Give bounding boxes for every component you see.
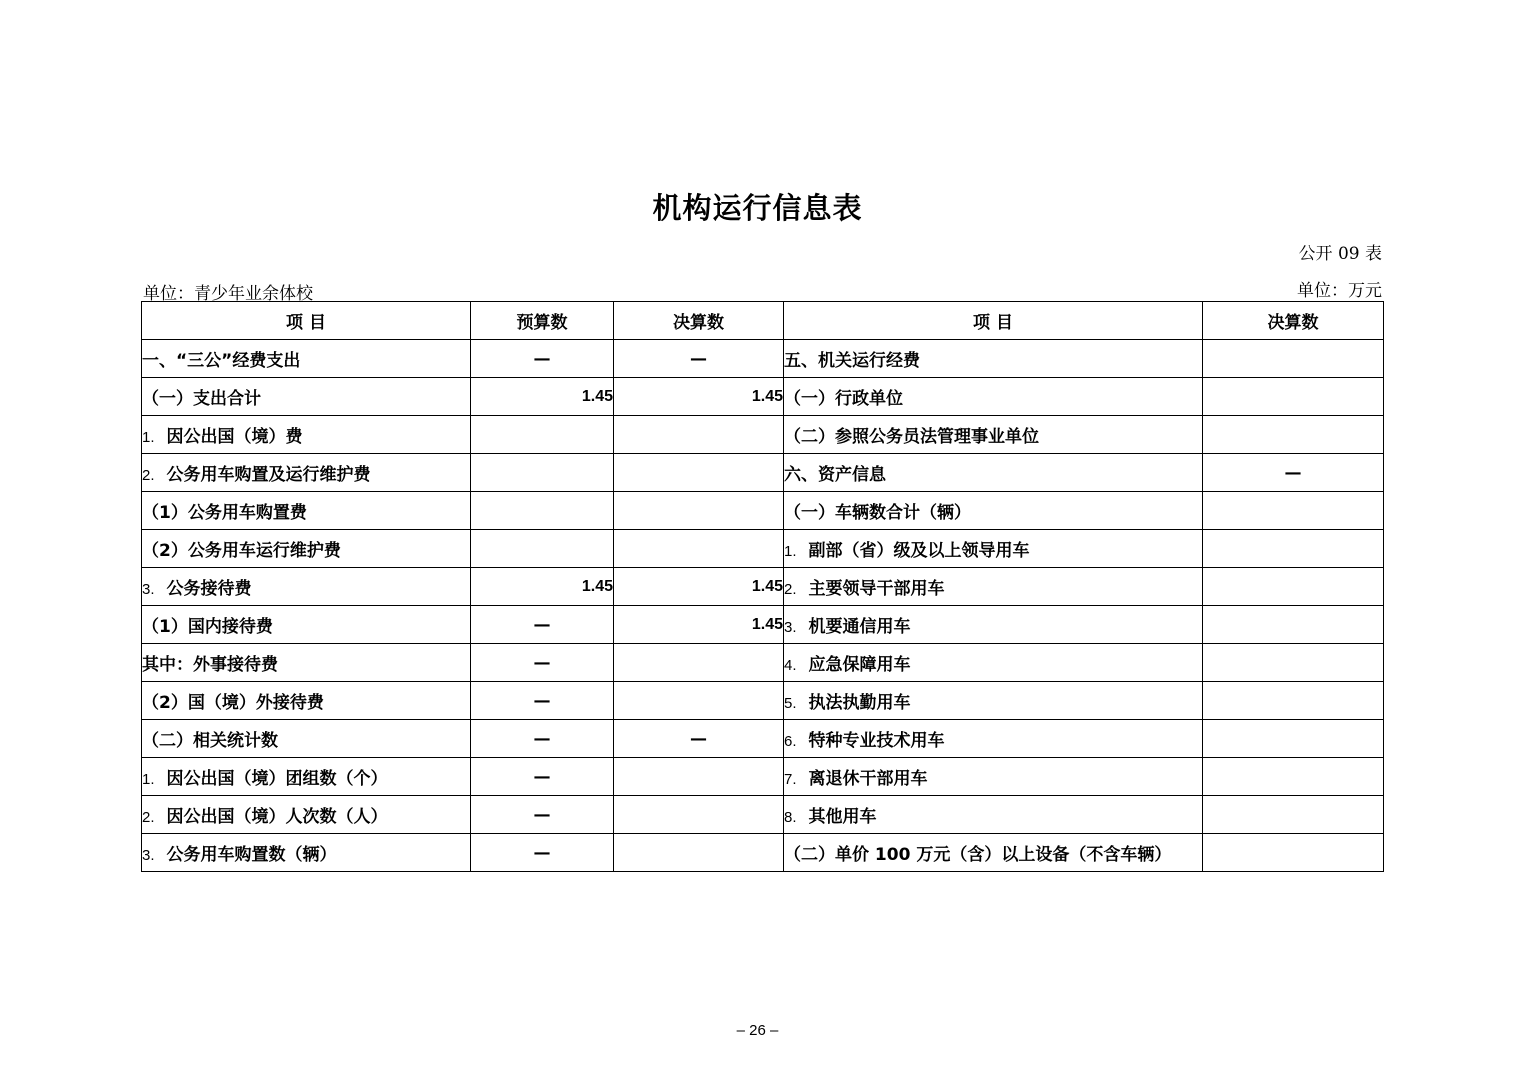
right-final-value <box>1203 568 1384 606</box>
left-item-text: 因公出国（境）费 <box>166 427 303 447</box>
left-item-label <box>142 568 471 606</box>
right-final-value: — <box>1203 454 1384 492</box>
right-final-value <box>1203 606 1384 644</box>
right-final-value <box>1203 834 1384 872</box>
header-final: 决算数 <box>614 302 784 340</box>
table-row <box>142 606 1384 644</box>
left-item-label <box>142 530 471 568</box>
right-final-value <box>1203 796 1384 834</box>
final-value <box>614 682 784 720</box>
left-item-text: 公务用车购置及运行维护费 <box>166 465 371 485</box>
header-final-right: 决算数 <box>1203 302 1384 340</box>
right-final-value <box>1203 758 1384 796</box>
budget-value <box>471 454 614 492</box>
left-item-number: 1. <box>142 771 155 788</box>
left-item-text: 公务用车购置数（辆） <box>166 845 337 865</box>
right-final-value <box>1203 492 1384 530</box>
left-item-text: 一、“三公”经费支出 <box>142 351 301 371</box>
right-item-label <box>784 492 1203 530</box>
right-item-number: 5. <box>784 695 797 712</box>
left-item-text: （1）公务用车购置费 <box>142 503 307 523</box>
unit-organization: 单位：青少年业余体校 <box>143 284 313 304</box>
table-row <box>142 492 1384 530</box>
budget-value: — <box>471 644 614 682</box>
table-header-row <box>142 302 1384 340</box>
right-item-text: 六、资产信息 <box>784 465 886 485</box>
budget-value: 1.45 <box>471 568 614 606</box>
right-item-label <box>784 340 1203 378</box>
final-value: 1.45 <box>614 606 784 644</box>
right-item-text: （一）车辆数合计（辆） <box>784 503 971 523</box>
budget-value: — <box>471 606 614 644</box>
left-item-label <box>142 682 471 720</box>
left-item-label <box>142 796 471 834</box>
left-item-number: 3. <box>142 847 155 864</box>
right-item-text: 应急保障用车 <box>808 655 911 675</box>
right-item-label <box>784 682 1203 720</box>
budget-value: — <box>471 682 614 720</box>
left-item-text: 公务接待费 <box>166 579 252 599</box>
right-item-number: 4. <box>784 657 797 674</box>
left-item-label <box>142 416 471 454</box>
right-final-value <box>1203 340 1384 378</box>
final-value <box>614 454 784 492</box>
right-final-value <box>1203 530 1384 568</box>
right-item-number: 3. <box>784 619 797 636</box>
final-value: 1.45 <box>614 378 784 416</box>
left-item-label <box>142 834 471 872</box>
right-item-text: 主要领导干部用车 <box>808 579 945 599</box>
table-row <box>142 720 1384 758</box>
budget-value: — <box>471 720 614 758</box>
right-item-number: 1. <box>784 543 797 560</box>
right-item-label <box>784 796 1203 834</box>
right-final-value <box>1203 682 1384 720</box>
budget-value: — <box>471 758 614 796</box>
left-item-text: 其中：外事接待费 <box>142 655 278 675</box>
left-item-number: 2. <box>142 809 155 826</box>
table-row <box>142 378 1384 416</box>
right-final-value <box>1203 416 1384 454</box>
left-item-text: （一）支出合计 <box>142 389 261 409</box>
final-value: — <box>614 340 784 378</box>
table-row <box>142 454 1384 492</box>
right-final-value <box>1203 644 1384 682</box>
final-value: 1.45 <box>614 568 784 606</box>
right-item-number: 8. <box>784 809 797 826</box>
left-item-text: 因公出国（境）人次数（人） <box>166 807 388 827</box>
left-item-label <box>142 378 471 416</box>
header-item-right: 项 目 <box>784 302 1203 340</box>
right-item-label <box>784 530 1203 568</box>
right-item-text: 机要通信用车 <box>808 617 911 637</box>
final-value <box>614 834 784 872</box>
left-item-text: （2）公务用车运行维护费 <box>142 541 341 561</box>
right-item-number: 7. <box>784 771 797 788</box>
right-item-label <box>784 720 1203 758</box>
budget-value <box>471 492 614 530</box>
left-item-label <box>142 454 471 492</box>
table-row <box>142 530 1384 568</box>
left-item-text: 因公出国（境）团组数（个） <box>166 769 388 789</box>
left-item-label <box>142 606 471 644</box>
final-value <box>614 416 784 454</box>
budget-value <box>471 416 614 454</box>
right-item-text: （二）参照公务员法管理事业单位 <box>784 427 1039 447</box>
table-row <box>142 758 1384 796</box>
budget-value: — <box>471 796 614 834</box>
final-value <box>614 492 784 530</box>
header-budget: 预算数 <box>471 302 614 340</box>
left-item-text: （1）国内接待费 <box>142 617 273 637</box>
right-item-label <box>784 568 1203 606</box>
right-item-label <box>784 454 1203 492</box>
left-item-number: 2. <box>142 467 155 484</box>
final-value <box>614 530 784 568</box>
left-item-label <box>142 492 471 530</box>
right-item-text: 副部（省）级及以上领导用车 <box>808 541 1030 561</box>
left-item-number: 3. <box>142 581 155 598</box>
final-value: — <box>614 720 784 758</box>
right-item-text: 五、机关运行经费 <box>784 351 920 371</box>
right-item-text: 其他用车 <box>808 807 877 827</box>
right-item-label <box>784 416 1203 454</box>
right-item-label <box>784 758 1203 796</box>
table-row <box>142 644 1384 682</box>
left-item-label <box>142 758 471 796</box>
left-item-label <box>142 720 471 758</box>
right-item-text: （二）单价 100 万元（含）以上设备（不含车辆） <box>784 845 1172 865</box>
final-value <box>614 758 784 796</box>
unit-currency: 单位：万元 <box>1297 281 1382 301</box>
budget-value: 1.45 <box>471 378 614 416</box>
budget-value: — <box>471 834 614 872</box>
right-item-label <box>784 834 1203 872</box>
left-item-label <box>142 340 471 378</box>
right-item-text: 特种专业技术用车 <box>808 731 945 751</box>
table-row <box>142 416 1384 454</box>
right-item-number: 2. <box>784 581 797 598</box>
budget-value <box>471 530 614 568</box>
form-number: 公开 09 表 <box>1298 244 1382 264</box>
header-item-left: 项 目 <box>142 302 471 340</box>
left-item-text: （二）相关统计数 <box>142 731 278 751</box>
table-row <box>142 568 1384 606</box>
right-item-label <box>784 378 1203 416</box>
right-final-value <box>1203 720 1384 758</box>
right-item-number: 6. <box>784 733 797 750</box>
right-item-label <box>784 644 1203 682</box>
right-item-text: 执法执勤用车 <box>808 693 911 713</box>
final-value <box>614 796 784 834</box>
page-title: 机构运行信息表 <box>652 191 863 225</box>
info-table <box>141 301 1384 872</box>
table-row <box>142 340 1384 378</box>
budget-value: — <box>471 340 614 378</box>
left-item-label <box>142 644 471 682</box>
right-item-text: 离退休干部用车 <box>808 769 928 789</box>
right-item-text: （一）行政单位 <box>784 389 903 409</box>
final-value <box>614 644 784 682</box>
right-final-value <box>1203 378 1384 416</box>
left-item-text: （2）国（境）外接待费 <box>142 693 324 713</box>
table-row <box>142 796 1384 834</box>
table-row <box>142 834 1384 872</box>
table-row <box>142 682 1384 720</box>
left-item-number: 1. <box>142 429 155 446</box>
right-item-label <box>784 606 1203 644</box>
page-number: – 26 – <box>736 1022 779 1039</box>
